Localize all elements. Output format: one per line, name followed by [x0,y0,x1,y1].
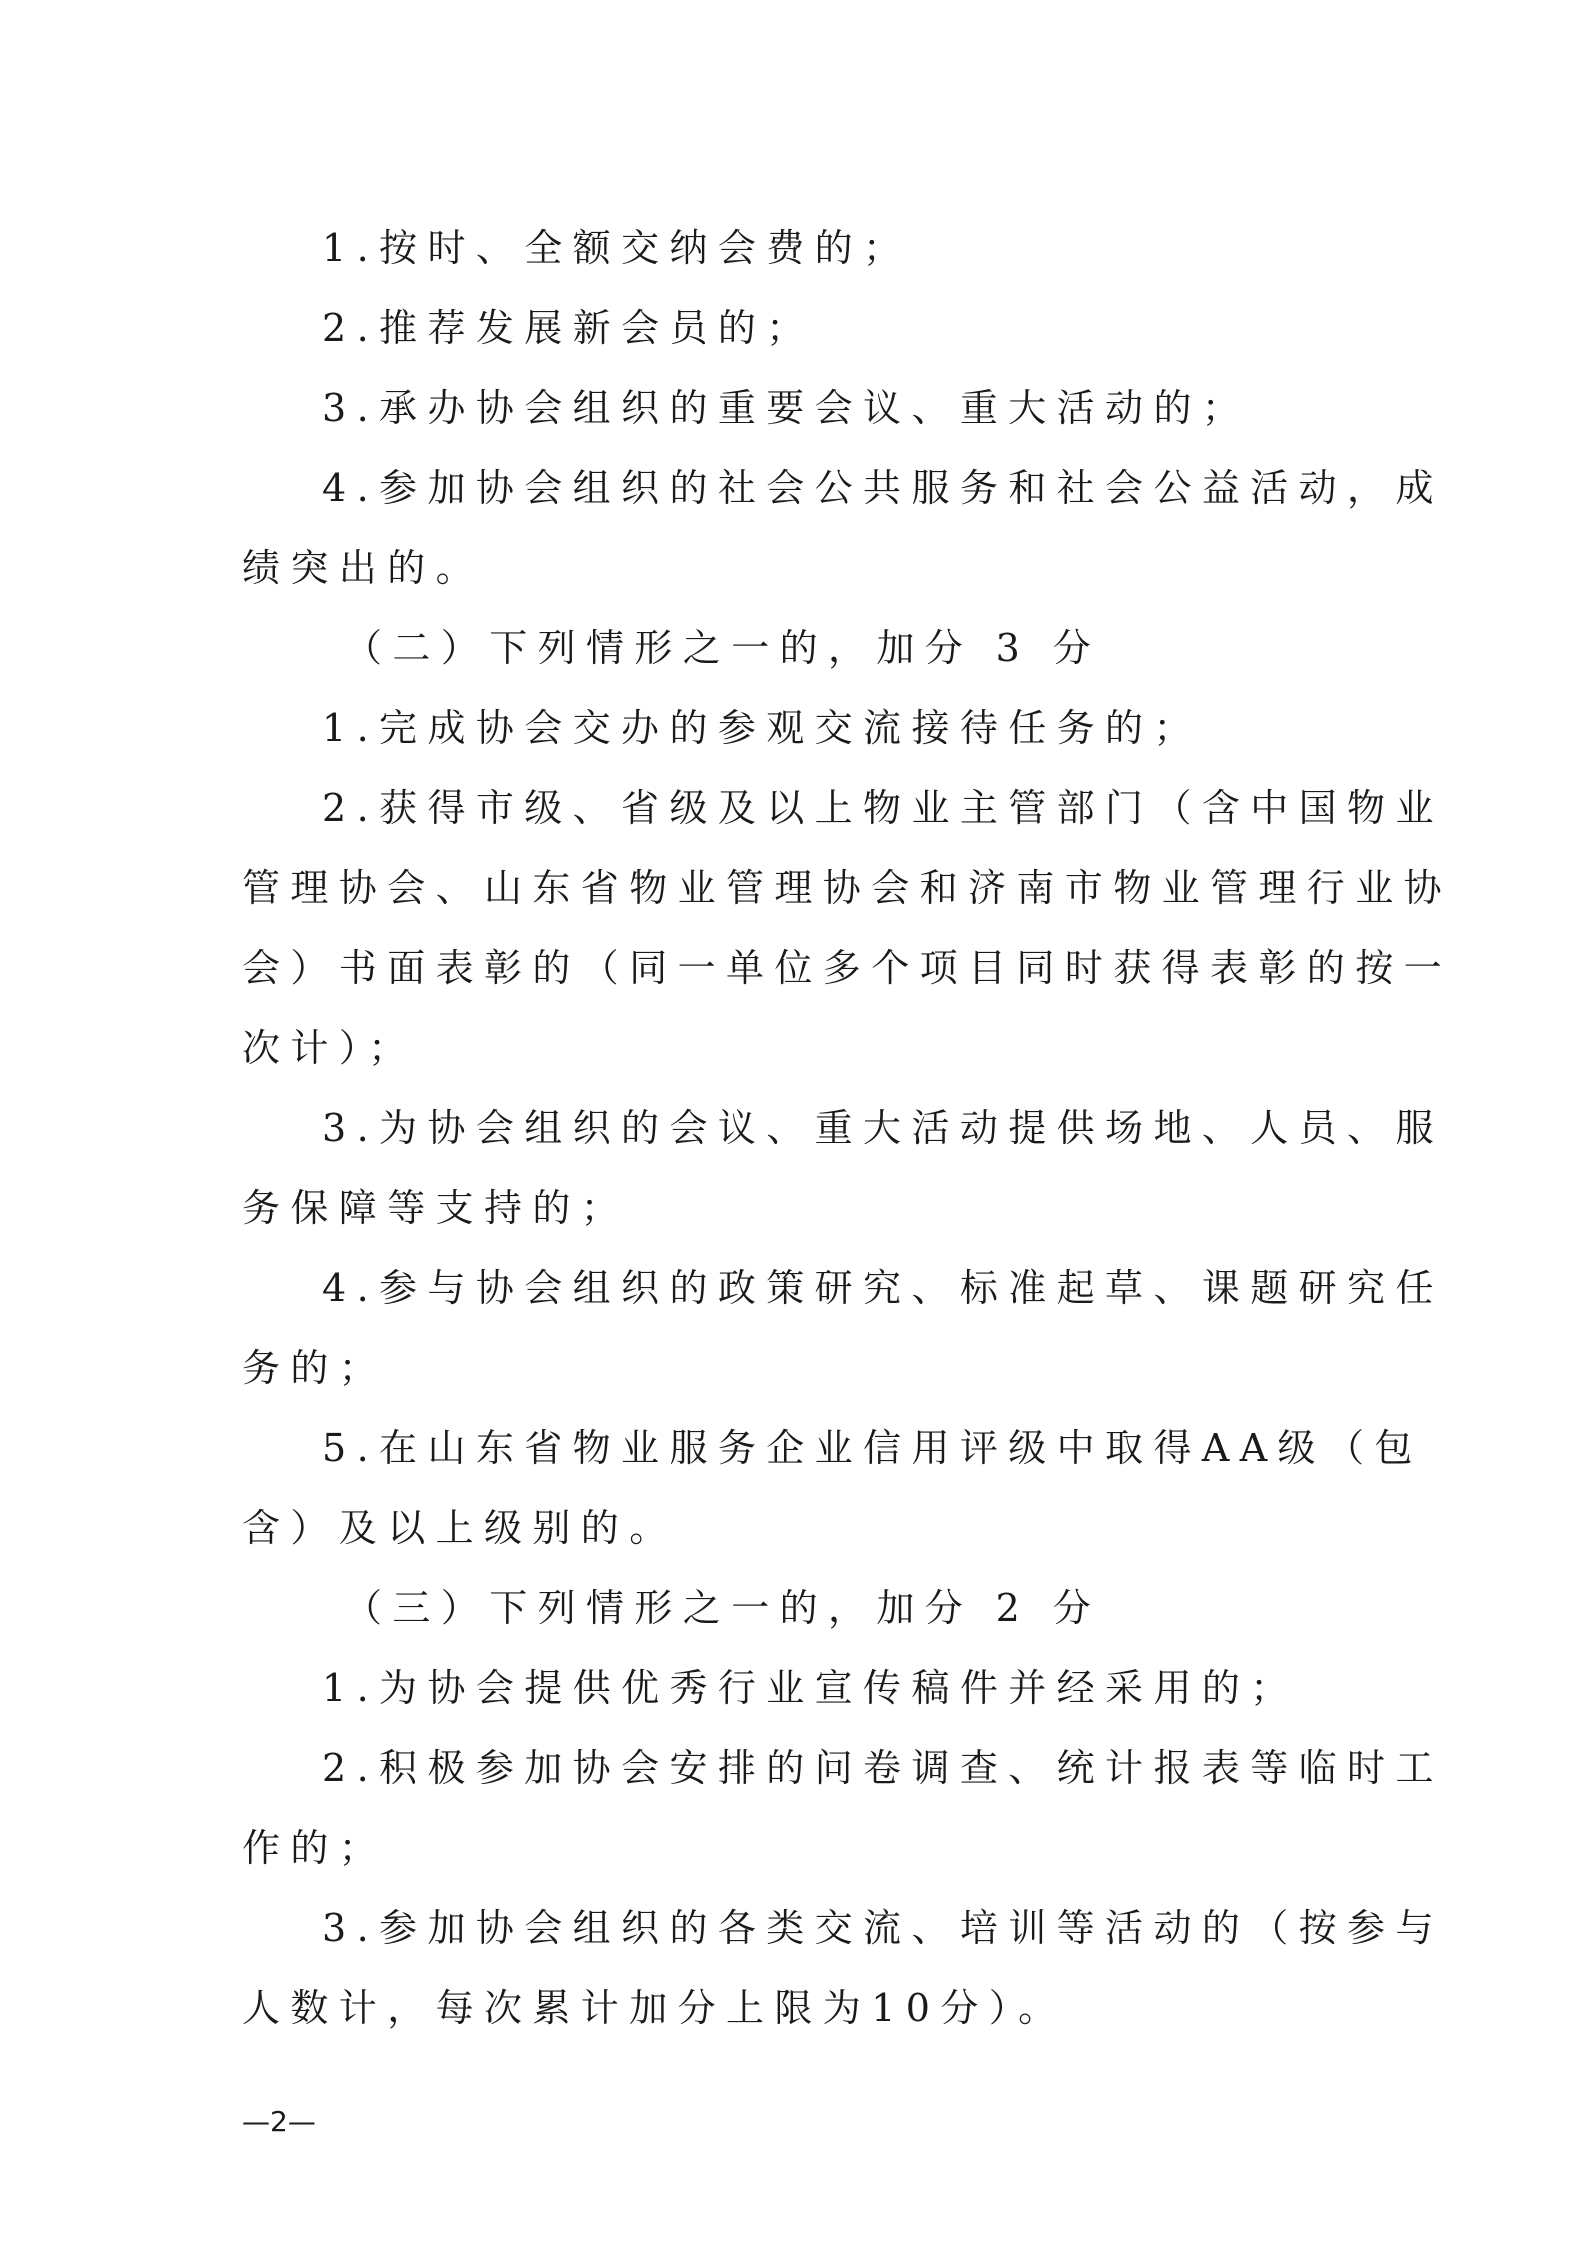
section-three-item-3-continued: 人数计，每次累计加分上限为10分）。 [242,1986,1067,2030]
section-two-item-5: 5.在山东省物业服务企业信用评级中取得AA级（包 [322,1426,1423,1470]
page-number: —2— [242,2105,316,2138]
item-4-continued: 绩突出的。 [242,546,485,590]
section-three-item-2: 2.积极参加协会安排的问卷调查、统计报表等临时工 [322,1746,1444,1790]
item-4-public-service: 4.参加协会组织的社会公共服务和社会公益活动，成 [322,466,1444,510]
item-1-pay-fees: 1.按时、全额交纳会费的； [322,226,912,270]
section-two-item-2-continued-3: 次计）； [242,1026,417,1070]
section-two-item-1: 1.完成协会交办的参观交流接待任务的； [322,706,1202,750]
section-heading-three: （三）下列情形之一的，加分 2 分 [344,1586,1102,1630]
section-two-item-5-continued: 含）及以上级别的。 [242,1506,678,1550]
section-two-item-3-continued: 务保障等支持的； [242,1186,630,1230]
item-2-recommend-members: 2.推荐发展新会员的； [322,306,815,350]
section-three-item-2-continued: 作的； [242,1826,388,1870]
section-two-item-4-continued: 务的； [242,1346,388,1390]
section-two-item-2-continued-1: 管理协会、山东省物业管理协会和济南市物业管理行业协 [242,866,1453,910]
section-three-item-1: 1.为协会提供优秀行业宣传稿件并经采用的； [322,1666,1299,1710]
section-two-item-2-continued-2: 会）书面表彰的（同一单位多个项目同时获得表彰的按一 [242,946,1453,990]
section-heading-two: （二）下列情形之一的，加分 3 分 [344,626,1102,670]
section-two-item-2: 2.获得市级、省级及以上物业主管部门（含中国物业 [322,786,1444,830]
section-two-item-3: 3.为协会组织的会议、重大活动提供场地、人员、服 [322,1106,1444,1150]
item-3-host-meetings: 3.承办协会组织的重要会议、重大活动的； [322,386,1251,430]
section-two-item-4: 4.参与协会组织的政策研究、标准起草、课题研究任 [322,1266,1444,1310]
section-three-item-3: 3.参加协会组织的各类交流、培训等活动的（按参与 [322,1906,1444,1950]
